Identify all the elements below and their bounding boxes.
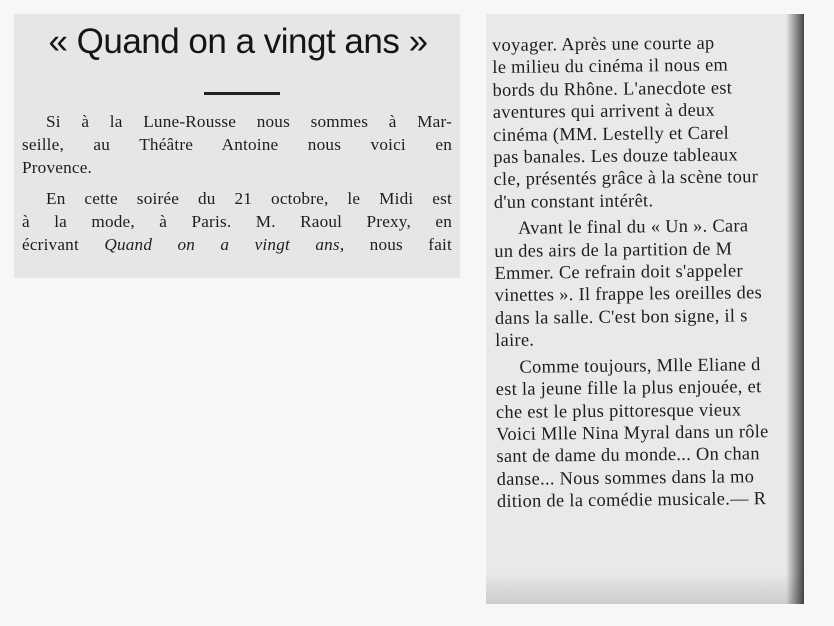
article-title: « Quand on a vingt ans » xyxy=(48,22,428,61)
text-line: Si à la Lune-Rousse nous sommes à Mar- xyxy=(46,112,452,131)
text-line: vinettes ». Il frappe les oreilles des xyxy=(494,282,763,306)
text-fragment: écrivant xyxy=(22,235,105,254)
text-line: danse... Nous sommes dans la mo xyxy=(496,465,755,489)
text-line: che est le plus pittoresque vieux xyxy=(495,398,742,422)
text-line: bords du Rhône. L'anecdote est xyxy=(492,77,733,100)
text-line: voyager. Après une courte ap xyxy=(492,32,715,55)
right-paragraph-3 xyxy=(495,352,804,512)
right-article-body xyxy=(492,31,804,513)
text-line: pas banales. Les douze tableaux xyxy=(493,144,739,168)
left-paragraph-1 xyxy=(22,110,452,179)
left-article-body xyxy=(22,110,452,256)
right-paragraph-2 xyxy=(494,214,804,352)
text-line: Avant le final du « Un ». Cara xyxy=(517,215,749,238)
newspaper-clipping-right xyxy=(486,14,804,604)
title-divider xyxy=(204,92,280,95)
text-line: dans la salle. C'est bon signe, il s xyxy=(494,305,748,328)
text-line: cinéma (MM. Lestelly et Carel xyxy=(492,122,730,145)
text-line: Comme toujours, Mlle Eliane d xyxy=(519,353,761,377)
text-line: dition de la comédie musicale.— R xyxy=(496,488,767,512)
text-line: le milieu du cinéma il nous em xyxy=(492,54,729,78)
text-line: cle, présentés grâce à la scène tour xyxy=(493,166,759,190)
left-paragraph-2 xyxy=(22,187,452,256)
play-title-italic: Quand on a vingt ans xyxy=(104,235,340,254)
text-line: seille, au Théâtre Antoine nous voici en xyxy=(22,135,452,154)
text-line: aventures qui arrivent à deux xyxy=(492,99,716,123)
text-fragment: , nous fait xyxy=(339,235,453,254)
text-line: à la mode, à Paris. M. Raoul Prexy, en xyxy=(22,212,452,231)
text-line: est la jeune fille la plus enjouée, et xyxy=(495,376,762,400)
newspaper-clipping-left xyxy=(14,14,460,278)
text-line: un des airs de la partition de M xyxy=(494,238,733,261)
text-line: En cette soirée du 21 octobre, le Midi est xyxy=(46,189,452,208)
text-line: Emmer. Ce refrain doit s'appeler xyxy=(494,260,743,284)
right-paragraph-1 xyxy=(492,31,804,214)
text-line: laire. xyxy=(495,329,535,351)
text-line: Provence. xyxy=(22,158,93,177)
text-line: Voici Mlle Nina Myral dans un rôle xyxy=(496,421,769,444)
text-line-with-italic xyxy=(22,233,452,256)
text-line: sant de dame du monde... On chan xyxy=(496,443,760,467)
text-line: d'un constant intérêt. xyxy=(493,190,654,212)
